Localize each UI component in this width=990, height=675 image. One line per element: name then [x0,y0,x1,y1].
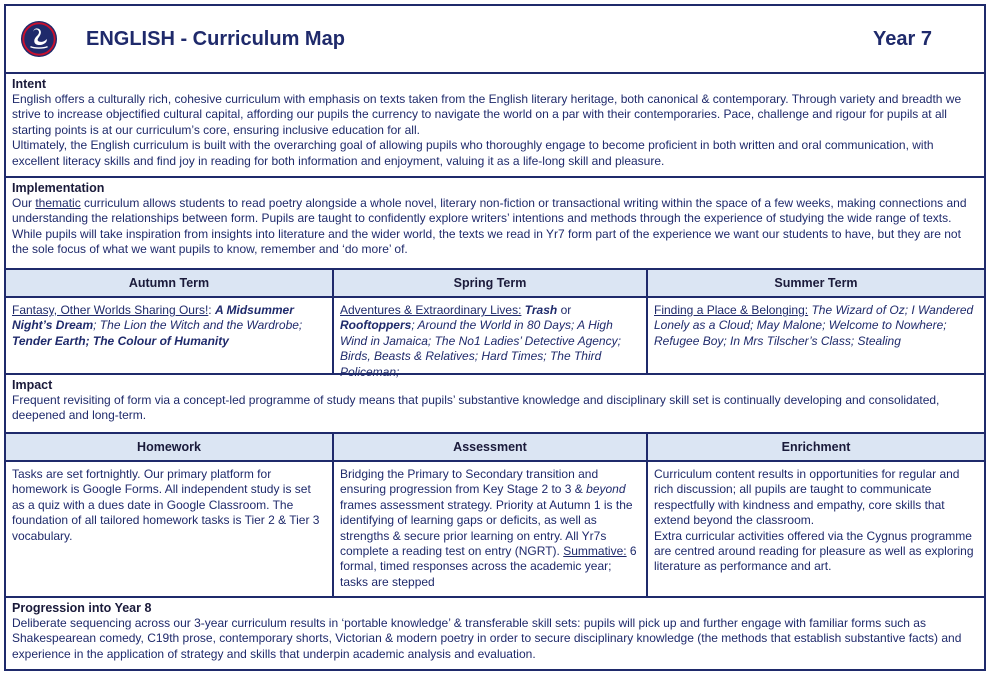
autumn-text-2: ; The Lion the Witch and the Wardrobe; [93,318,303,333]
spring-term-cell [334,298,648,379]
thematic-term: thematic [35,196,81,210]
assessment-header: Assessment [334,434,648,460]
implementation-heading: Implementation [12,181,105,195]
impact-heading: Impact [12,378,53,392]
spring-text-1: Trash [524,303,558,317]
autumn-text-3: Tender Earth; The Colour of Humanity [12,333,229,348]
impact-text: Frequent revisiting of form via a concept-led programme of study means that pupils’ substantive knowledge and disciplinary skill set is continually developing and consolidated, deepened and long-term. [12,393,940,423]
homework-cell: Tasks are set fortnightly. Our primary platform for homework is Google Forms. All independent study is set as a quiz with a dues date in Google Classroom. The foundation of all tailored homework tasks is Tier 2 & Tier 3 vocabulary. [6,462,334,596]
autumn-text-1: A Midsummer Night’s Dream [12,303,294,333]
progression-text: Deliberate sequencing across our 3-year curriculum results in ‘portable knowledge’ & transferable skill sets: pupils will pick up and further engage with familiar forms such as Shakespearean comedy, C19th prose, contemporary shorts, Victorian & modern poetry in order to secure disciplinary knowledge (the methods that establish substantive facts) and experience in the application of strategy and skills that underpin academic analysis and evaluation. [12,616,962,661]
autumn-term-cell [6,298,334,373]
enrichment-text-1: Curriculum content results in opportunities for regular and rich discussion; all pupils are taught to communicate respectfully with kindness and empathy, core skills that extend beyond the classroom. [654,467,960,528]
assessment-text-3: 6 formal, timed responses across the academic year; tasks are stepped [340,544,637,589]
assessment-summative: Summative: [563,544,627,559]
year-label: Year 7 [873,27,932,50]
spring-text-4: ; Around the World in 80 Days; A High Wind in Jamaica; The No1 Ladies’ Detective Agency; Birds, Beasts & Relatives; Hard Times; The Third Policeman; [340,318,621,379]
implementation-text [12,196,978,258]
spring-text-3: Rooftoppers [340,318,412,333]
intent-section [6,74,984,178]
spring-term-header: Spring Term [334,270,648,296]
progression-section [6,598,984,666]
homework-header: Homework [6,434,334,460]
implementation-text-rest: curriculum allows students to read poetry alongside a whole novel, literary non-fiction or transactional writing within the space of a few weeks, making connections and understanding the relationships between form. Pupils are taught to confidently explore writers’ intentions and methods through the experience of studying the wide range of texts. While pupils will take inspiration from insights into literature and the wider world, the texts we read in Yr7 form part of the experience we want our students to have, but they are not the sole focus of what we want pupils to know, remember and ‘do more’ of. [12,196,967,257]
autumn-term-header: Autumn Term [6,270,334,296]
terms-header-row [6,270,984,298]
curriculum-map [4,4,986,671]
implementation-section [6,178,984,270]
autumn-theme: Fantasy, Other Worlds Sharing Ours! [12,303,209,317]
intent-heading: Intent [12,77,47,91]
assessment-beyond: beyond [586,482,626,497]
enrichment-text-2: Extra curricular activities offered via the Cygnus programme are centred around reading for pleasure as well as exploring literature as performance and art. [654,528,974,574]
assessment-text-2: frames assessment strategy. Priority at Autumn 1 is the identifying of learning gaps or deficits, as well as strengths & secure prior learning on entry. All Yr7s complete a reading test on entry (NGRT). [340,497,633,559]
assessment-cell [334,462,648,596]
enrichment-cell [648,462,984,596]
impact-section [6,375,984,434]
summer-term-header: Summer Term [648,270,984,296]
details-header-row [6,434,984,462]
assessment-text-1: Bridging the Primary to Secondary transition and ensuring progression from Key Stage 2 to 3 & [340,467,599,497]
swan-crest-icon [20,20,58,58]
summer-term-cell [648,298,984,373]
spring-theme: Adventures & Extraordinary Lives: [340,303,522,317]
page-header [6,6,984,74]
page-title: ENGLISH - Curriculum Map [86,27,345,50]
intent-paragraph-1: English offers a culturally rich, cohesive curriculum with emphasis on texts taken from the English literary heritage, both canonical & contemporary. Through variety and breadth we strive to increase objectified cultural capital, affording our pupils the currency to navigate the world on a par with their contemporaries. Pace, challenge and rigour for pupils at all starting points is at our curriculum’s core, ensuring inclusive education for all. [12,92,962,137]
progression-heading: Progression into Year 8 [12,601,152,615]
autumn-sep: : [208,303,215,317]
details-body-row [6,462,984,598]
enrichment-header: Enrichment [648,434,984,460]
intent-paragraph-2: Ultimately, the English curriculum is built with the overarching goal of allowing pupils who thoroughly engage to become proficient in both written and oral communication, with excellent literacy skills and find joy in reading for both information and enjoyment, valuing it as a life-long skill and pleasure. [12,138,934,168]
terms-body-row [6,298,984,379]
summer-text-1: The Wizard of Oz; I Wandered Lonely as a Cloud; May Malone; Welcome to Nowhere; Refugee Boy; In Mrs Tilscher’s Class; Stealing [654,303,974,348]
spring-text-2: or [557,303,572,317]
summer-theme: Finding a Place & Belonging: [654,303,809,317]
implementation-text-start: Our [12,196,36,210]
